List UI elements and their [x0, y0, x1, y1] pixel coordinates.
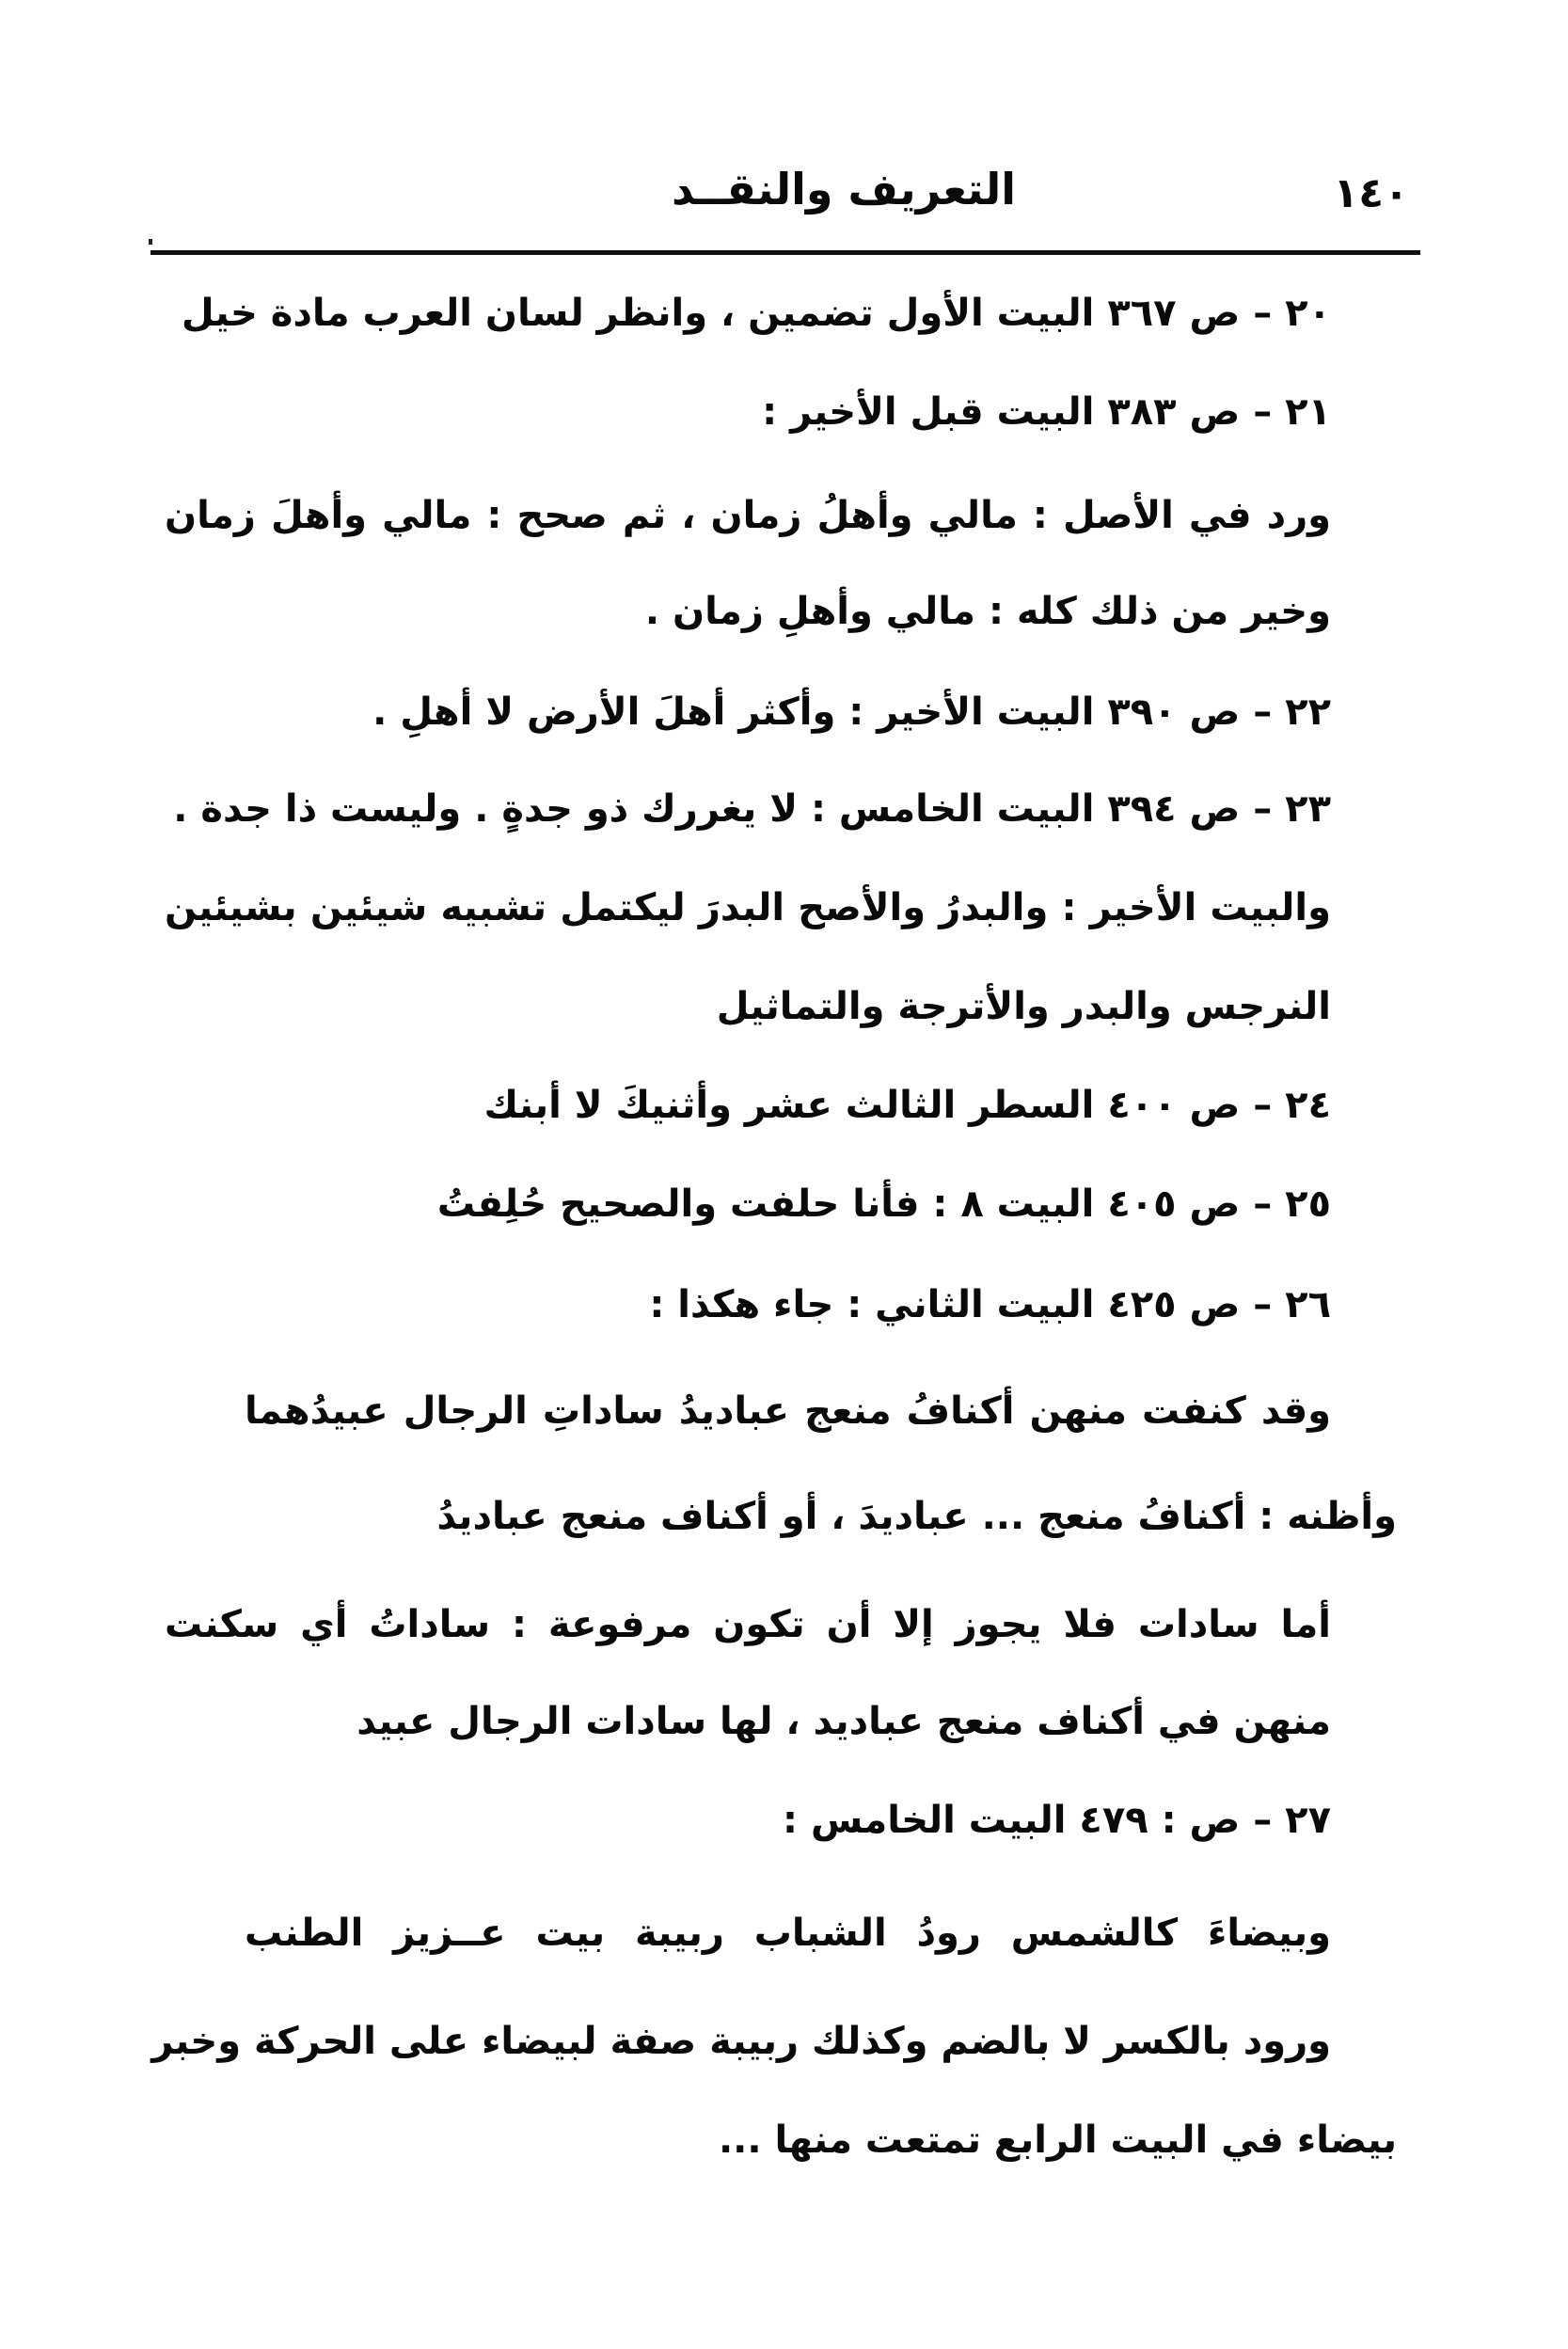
- note-line-26: ٢٦ – ص ٤٢٥ البيت الثاني : جاء هكذا :: [649, 1283, 1331, 1326]
- margin-mark: [149, 239, 152, 245]
- note-text-line: النرجس والبدر والأترجة والتماثيل: [716, 985, 1331, 1028]
- running-header: [148, 160, 1420, 245]
- note-line-27: ٢٧ – ص : ٤٧٩ البيت الخامس :: [783, 1799, 1331, 1842]
- note-line-20: ٢٠ – ص ٣٦٧ البيت الأول تضمين ، وانظر لسان العرب مادة خيل: [181, 292, 1331, 335]
- verse-line: وبيضاءَ كالشمس رودُ الشباب ربيبة بيت عــزيز الطنب: [245, 1912, 1331, 1955]
- verse-line: وقد كنفت منهن أكنافُ منعج عباديدُ ساداتِ الرجال عبيدُهما: [245, 1389, 1331, 1433]
- note-text-line: أما سادات فلا يجوز إلا أن تكون مرفوعة : ساداتُ أي سكنت: [165, 1603, 1331, 1646]
- note-text-line: وأظنه : أكنافُ منعج ... عباديدَ ، أو أكناف منعج عباديدُ: [436, 1495, 1397, 1538]
- note-text-line: وخير من ذلك كله : مالي وأهلِ زمان .: [644, 590, 1331, 633]
- note-line-21: ٢١ – ص ٣٨٣ البيت قبل الأخير :: [762, 390, 1331, 434]
- note-text-line: ورود بالكسر لا بالضم وكذلك ربيبة صفة لبيضاء على الحركة وخبر: [151, 2020, 1331, 2063]
- note-line-22: ٢٢ – ص ٣٩٠ البيت الأخير : وأكثر أهلَ الأرض لا أهلِ .: [372, 690, 1331, 734]
- note-line-25: ٢٥ – ص ٤٠٥ البيت ٨ : فأنا حلفت والصحيح حُلِفتُ: [436, 1182, 1331, 1226]
- note-line-23: ٢٣ – ص ٣٩٤ البيت الخامس : لا يغررك ذو جدةٍ . وليست ذا جدة .: [173, 787, 1331, 831]
- page-number: ١٤٠: [1333, 169, 1409, 217]
- note-text-line: منهن في أكناف منعج عباديد ، لها سادات الرجال عبيد: [356, 1700, 1331, 1743]
- note-text-line: بيضاء في البيت الرابع تمتعت منها ...: [718, 2119, 1397, 2162]
- note-text-line: والبيت الأخير : والبدرُ والأصح البدرَ ليكتمل تشبيه شيئين بشيئين: [165, 886, 1331, 929]
- note-text-line: ورد في الأصل : مالي وأهلُ زمان ، ثم صحح : مالي وأهلَ زمان: [165, 494, 1331, 537]
- note-line-24: ٢٤ – ص ٤٠٠ السطر الثالث عشر وأثنيكَ لا أبنك: [483, 1084, 1331, 1127]
- header-rule: [150, 250, 1420, 255]
- running-title: التعريف والنقــد: [671, 164, 1016, 214]
